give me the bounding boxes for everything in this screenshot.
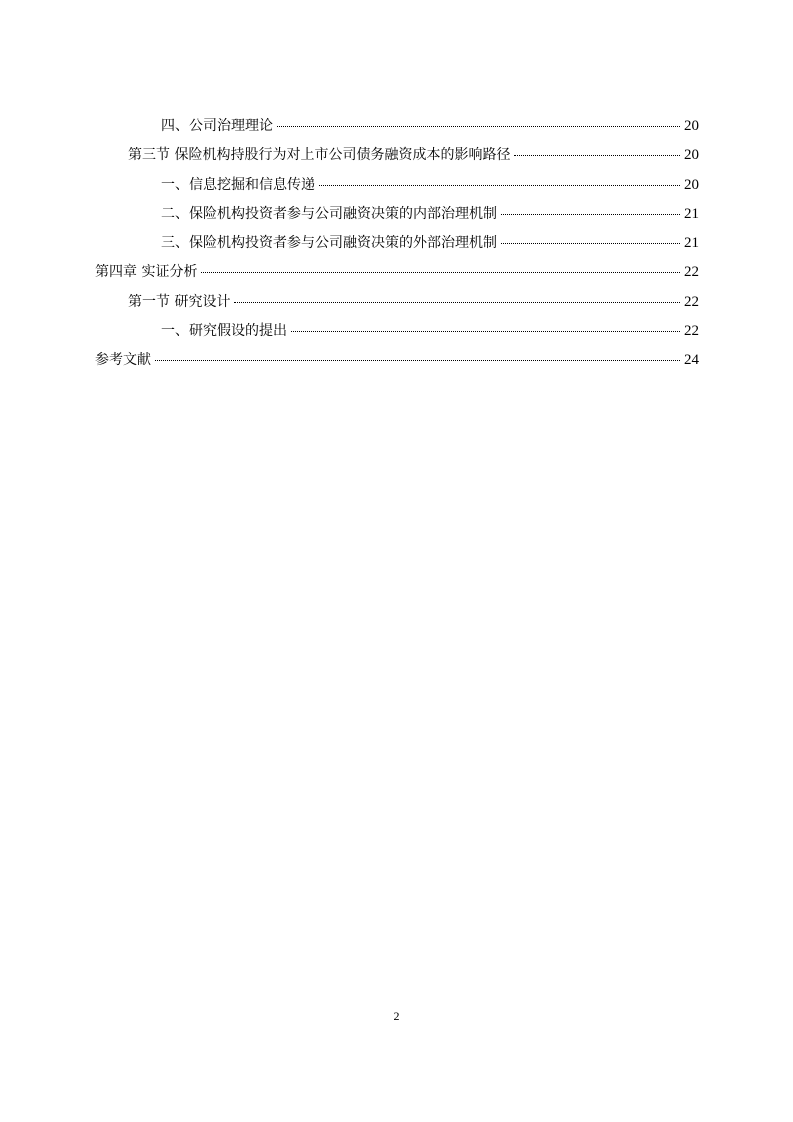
toc-entry-section-1-research-design[interactable]: [95, 288, 699, 317]
toc-entry-title: 第四章 实证分析: [95, 264, 198, 281]
toc-dot-leader: [201, 272, 680, 273]
toc-entry-page: 22: [684, 323, 699, 340]
toc-entry-page: 24: [684, 352, 699, 369]
toc-entry-title: 二、保险机构投资者参与公司融资决策的内部治理机制: [161, 205, 497, 222]
toc-dot-leader: [501, 214, 680, 215]
toc-entry-information-mining[interactable]: [95, 171, 699, 200]
toc-entry-title: 第一节 研究设计: [128, 293, 231, 310]
toc-dot-leader: [155, 360, 680, 361]
toc-entry-references[interactable]: [95, 346, 699, 375]
toc-entry-page: 21: [684, 235, 699, 252]
toc-dot-leader: [514, 155, 680, 156]
toc-entry-page: 22: [684, 264, 699, 281]
toc-entry-governance-theory[interactable]: [95, 112, 699, 141]
toc-entry-page: 22: [684, 293, 699, 310]
toc-dot-leader: [291, 331, 680, 332]
toc-dot-leader: [319, 185, 680, 186]
toc-entry-page: 20: [684, 147, 699, 164]
toc-entry-title: 参考文献: [95, 352, 151, 369]
toc-entry-title: 一、研究假设的提出: [161, 323, 287, 340]
toc-entry-section-3-impact-path[interactable]: [95, 141, 699, 170]
toc-dot-leader: [277, 126, 680, 127]
page-number: 2: [393, 1009, 400, 1023]
toc-entry-page: 20: [684, 118, 699, 134]
toc-entry-title: 第三节 保险机构持股行为对上市公司债务融资成本的影响路径: [128, 147, 511, 164]
toc-entry-page: 21: [684, 205, 699, 222]
toc-entry-external-governance[interactable]: [95, 229, 699, 258]
table-of-contents: [95, 112, 699, 376]
toc-entry-title: 三、保险机构投资者参与公司融资决策的外部治理机制: [161, 235, 497, 252]
toc-dot-leader: [501, 243, 680, 244]
toc-entry-internal-governance[interactable]: [95, 200, 699, 229]
toc-dot-leader: [234, 302, 680, 303]
toc-entry-title: 四、公司治理理论: [161, 118, 273, 134]
toc-entry-title: 一、信息挖掘和信息传递: [161, 176, 315, 193]
toc-entry-chapter-4-empirical[interactable]: [95, 258, 699, 287]
toc-entry-page: 20: [684, 176, 699, 193]
toc-entry-hypotheses[interactable]: [95, 317, 699, 346]
